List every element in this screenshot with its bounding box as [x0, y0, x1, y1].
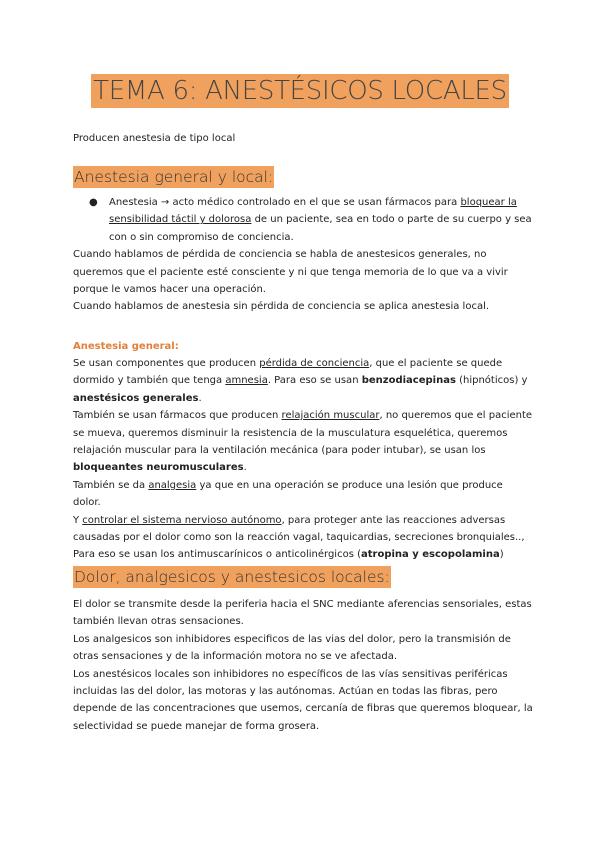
s2p2-u: relajación muscular: [281, 410, 380, 422]
section2-paragraph-4: [73, 512, 533, 547]
intro-paragraph: [73, 130, 533, 147]
s2p1-u2: amnesia: [225, 375, 268, 387]
intro-text: Producen anestesia de tipo local: [73, 133, 236, 144]
bullet-text-b: de un paciente, sea en todo o parte de su cuerpo y sea con o sin compromiso de conciencia.: [109, 214, 532, 243]
s2p4-u: controlar el sistema nervioso autónomo: [82, 514, 282, 526]
s2p5-b: ): [499, 549, 504, 561]
section2-paragraph-5: [73, 546, 533, 563]
section-dolor-analgesicos: [73, 596, 533, 735]
s2p3-b: ya que en una operación se produce una lesión que produce dolor.: [73, 479, 503, 509]
section2-paragraph-1: [73, 355, 533, 407]
s2p1-e: .: [198, 392, 202, 404]
section2-paragraph-2: [73, 407, 533, 477]
s2p2-bold: bloqueantes neuromusculares: [73, 462, 244, 474]
s2p1-a: Se usan componentes que producen: [73, 358, 260, 369]
s2p1-c: . Para eso se usan: [267, 375, 362, 387]
s2p1-bold2: anestésicos generales: [73, 392, 199, 404]
s2p4-a: Y: [73, 514, 83, 526]
s2p5-bold: atropina y escopolamina: [361, 549, 500, 561]
section3-paragraph-1: El dolor se transmite desde la periferia hacia el SNC mediante aferencias sensoriales, estas también llevan otras sensaciones.: [73, 599, 532, 628]
section3-paragraph-3: Los anestésicos locales son inhibidores no específicos de las vías sensitivas periféricas incluidas las del dolor, las motoras y las autónomas. Actúan en todas las fibras, pero depende de las concentraciones que usemos, cercanía de fibras que queremos bloquear, la selectividad se puede manejar de forma grosera.: [73, 668, 533, 732]
section-anestesia-general: [73, 338, 533, 564]
s2p5-a: Para eso se usan los antimuscarínicos o anticolinérgicos (: [73, 549, 361, 561]
bullet-text-a: Anestesia → acto médico controlado en el que se usan fármacos para: [109, 197, 461, 208]
section2-paragraph-3: [73, 477, 533, 512]
s2p2-a: También se usan fármacos que producen: [73, 410, 282, 422]
section-anestesia-general-local: [73, 194, 533, 316]
s2p2-c: .: [243, 462, 247, 474]
bullet-dot-icon: ●: [89, 197, 98, 208]
section1-paragraph-1: Cuando hablamos de pérdida de conciencia se habla de anestesicos generales, no queremos que el paciente esté consciente y ni que tenga memoria de lo que va a vivir porque le vamos hacer una operación.: [73, 249, 508, 296]
s2p4-b: , para proteger ante las reacciones adversas causadas por el dolor como son la reacción vagal, taquicardias, secreciones bronquiales..,: [73, 514, 525, 544]
section3-paragraph-2: Los analgesicos son inhibidores especificos de las vias del dolor, pero la transmisión de otras sensaciones y de la información motora no se ve afectada.: [73, 633, 511, 663]
section1-paragraph-2: Cuando hablamos de anestesia sin pérdida de conciencia se aplica anestesia local.: [73, 301, 490, 313]
s2p1-u1: pérdida de conciencia: [259, 358, 370, 369]
s2p1-bold1: benzodiacepinas: [361, 375, 456, 387]
s2p1-d: (hipnóticos) y: [455, 375, 528, 387]
title-wrapper: [0, 74, 600, 108]
s2p1-b: , que el paciente se quede dormido y también que tenga: [73, 358, 503, 387]
bullet-text-underline: bloquear la sensibilidad táctil y dolorosa: [109, 197, 517, 226]
s2p2-b: , no queremos que el paciente se mueva, queremos disminuir la resistencia de la musculatura esquelética, queremos relajación muscular para la ventilación mecánica (para poder intubar), se usan los: [73, 410, 533, 457]
page-title: TEMA 6: ANESTÉSICOS LOCALES: [93, 76, 507, 106]
s2p3-u: analgesia: [148, 479, 197, 491]
s2p3-a: También se da: [73, 479, 149, 491]
heading-dolor-analgesicos: Dolor, analgesicos y anestesicos locales:: [74, 568, 390, 586]
heading-anestesia-general-local: Anestesia general y local:: [74, 168, 274, 186]
subheading-anestesia-general: Anestesia general:: [73, 341, 179, 352]
bullet-item: [73, 194, 533, 246]
